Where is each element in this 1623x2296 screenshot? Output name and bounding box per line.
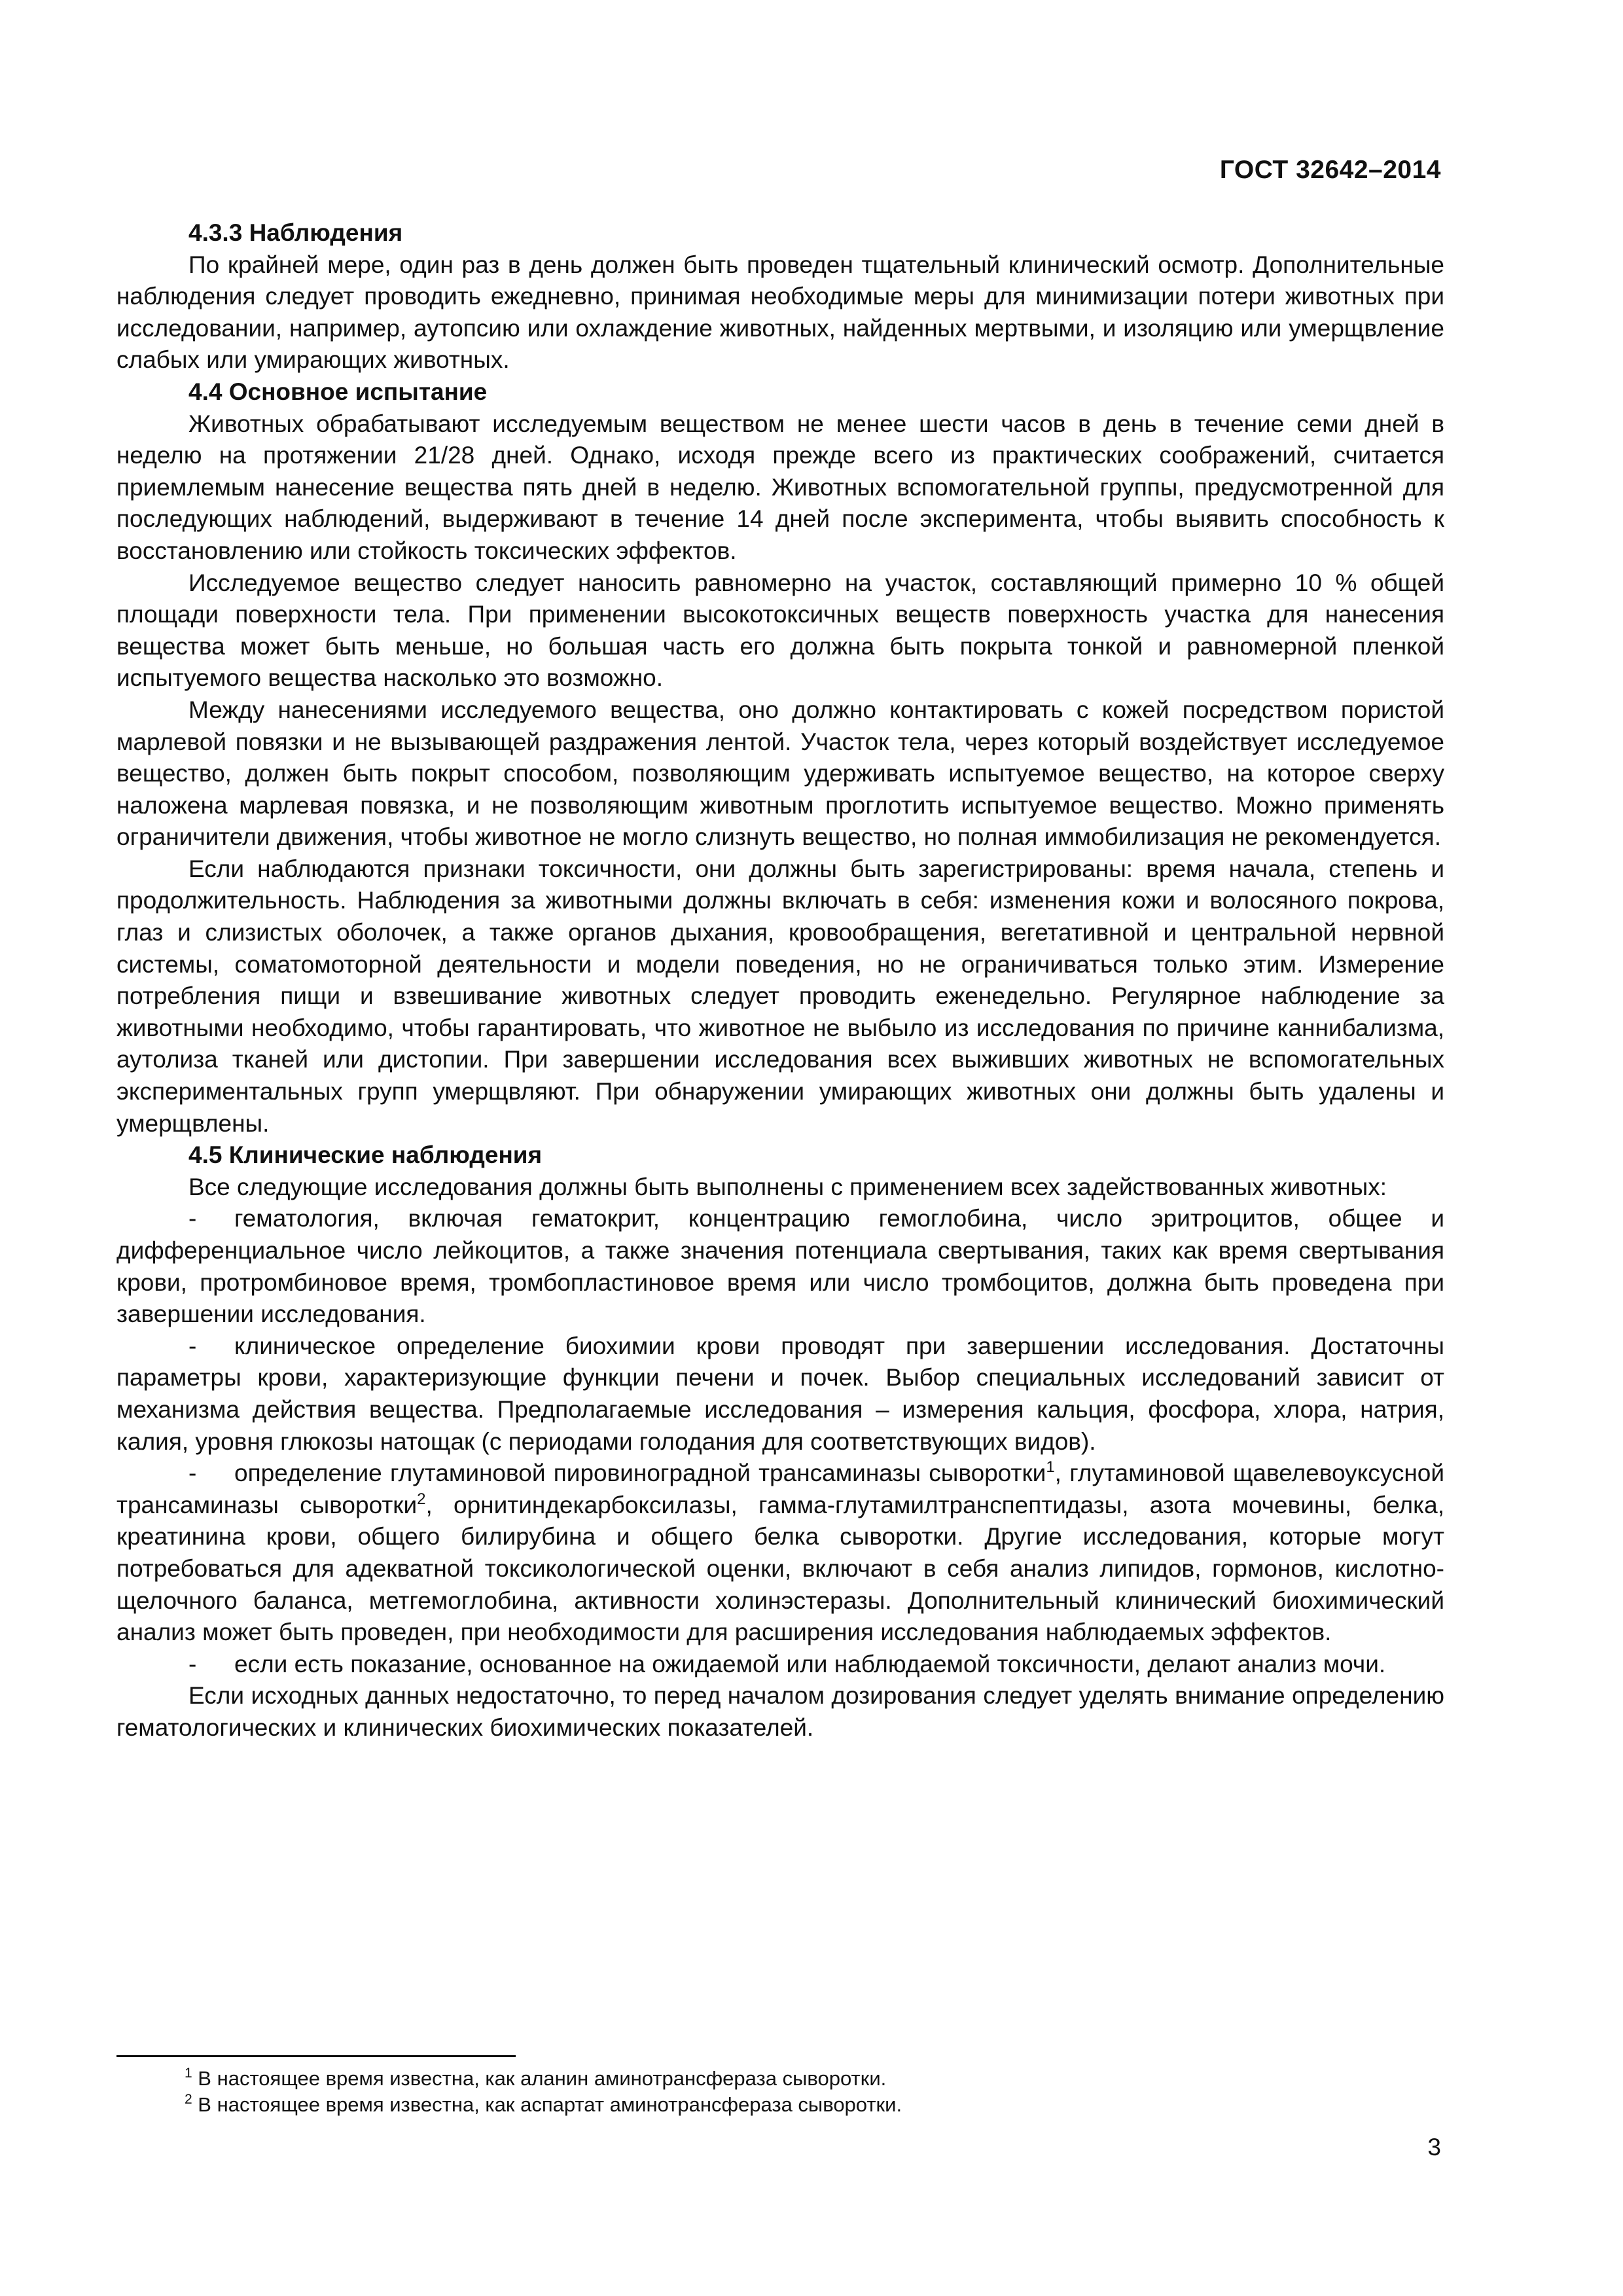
list-item — [116, 1649, 1444, 1681]
list-dash: - — [188, 1460, 197, 1487]
standard-code-header: ГОСТ 32642–2014 — [1219, 156, 1441, 184]
list-item-text: клиническое определение биохимии крови проводят при завершении исследования. Достаточны параметры крови, характеризующие функции печени и почек. Выбор специальных исследований зависит от механизма действия вещества. Предполагаемые исследования – измерения кальция, фосфора, хлора, натрия, калия, уровня глюкозы натощак (с периодами голодания для соответствующих видов). — [116, 1332, 1444, 1455]
footnote-marker: 2 — [185, 2092, 192, 2107]
list-item — [116, 1458, 1444, 1649]
list-item-text: гематология, включая гематокрит, концентрацию гемоглобина, число эритроцитов, общее и дифференциальное число лейкоцитов, а также значения потенциала свертывания, таких как время свертывания крови, протромбиновое время, тромбопластиновое время или число тромбоцитов, должна быть проведена при завершении исследования. — [116, 1205, 1444, 1328]
list-item-text: если есть показание, основанное на ожидаемой или наблюдаемой токсичности, делают анализ мочи. — [234, 1650, 1386, 1677]
list-item-text: , орнитиндекарбоксилазы, гамма-глутамилтранспептидазы, азота мочевины, белка, креатинина крови, общего билирубина и общего белка сыворотки. Другие исследования, которые могут потребоваться для адекватной токсикологической оценки, включают в себя анализ липидов, гормонов, кислотно-щелочного баланса, метгемоглобина, активности холинэстеразы. Дополнительный клинический биохимический анализ может быть проведен, при необходимости для расширения исследования наблюдаемых эффектов. — [116, 1491, 1444, 1646]
list-item — [116, 1203, 1444, 1330]
footnote-marker: 1 — [185, 2066, 192, 2081]
list-dash: - — [188, 1332, 197, 1359]
footnote — [185, 2066, 902, 2092]
footnote — [185, 2092, 902, 2118]
paragraph: Животных обрабатывают исследуемым веществом не менее шести часов в день в течение семи дней в неделю на протяжении 21/28 дней. Однако, исходя прежде всего из практических соображений, считается приемлемым нанесение вещества пять дней в неделю. Животных вспомогательной группы, предусмотренной для последующих наблюдений, выдерживают в течение 14 дней после эксперимента, чтобы выявить способность к восстановлению или стойкость токсических эффектов. — [116, 410, 1444, 564]
footnote-ref: 1 — [1046, 1458, 1055, 1477]
section-heading-4-4: 4.4 Основное испытание — [188, 378, 488, 405]
paragraph: Все следующие исследования должны быть выполнены с применением всех задействованных животных: — [188, 1173, 1387, 1200]
footnotes — [185, 2066, 902, 2118]
list-dash: - — [188, 1650, 197, 1677]
footnote-ref: 2 — [417, 1490, 426, 1508]
section-heading-4-5: 4.5 Клинические наблюдения — [188, 1141, 543, 1169]
paragraph: Если исходных данных недостаточно, то перед началом дозирования следует уделять внимание определению гематологических и клинических биохимических показателей. — [116, 1682, 1444, 1741]
section-heading-4-3-3: 4.3.3 Наблюдения — [188, 219, 403, 246]
paragraph: Если наблюдаются признаки токсичности, они должны быть зарегистрированы: время начала, степень и продолжительность. Наблюдения за животными должны включать в себя: изменения кожи и волосяного покрова, глаз и слизистых оболочек, а также органов дыхания, кровообращения, вегетативной и центральной нервной системы, соматомоторной деятельности и модели поведения, но не ограничиваться только этим. Измерение потребления пищи и взвешивание животных следует проводить еженедельно. Регулярное наблюдение за животными необходимо, чтобы гарантировать, что животное не выбыло из исследования по причине каннибализма, аутолиза тканей или дистопии. При завершении исследования всех выживших животных не вспомогательных экспериментальных групп умерщвляют. При обнаружении умирающих животных они должны быть удалены и умерщвлены. — [116, 855, 1444, 1137]
footnote-text: В настоящее время известна, как аланин аминотрансфераза сыворотки. — [192, 2067, 887, 2090]
footnote-text: В настоящее время известна, как аспартат аминотрансфераза сыворотки. — [192, 2093, 902, 2116]
document-body — [116, 217, 1444, 1744]
footnote-separator — [116, 2055, 516, 2057]
list-dash: - — [188, 1205, 197, 1232]
list-item-text: , глутаминовой щавелевоуксусной трансаминазы сыворотки — [116, 1460, 1444, 1518]
paragraph: Между нанесениями исследуемого вещества, оно должно контактировать с кожей посредством пористой марлевой повязки и не вызывающей раздражения лентой. Участок тела, через который воздействует исследуемое вещество, должен быть покрыт способом, позволяющим удерживать испытуемое вещество, на которое сверху наложена марлевая повязка, и не позволяющим животным проглотить испытуемое вещество. Можно применять ограничители движения, чтобы животное не могло слизнуть вещество, но полная иммобилизация не рекомендуется. — [116, 696, 1444, 851]
list-item-text: определение глутаминовой пировиноградной трансаминазы сыворотки — [234, 1460, 1046, 1487]
list-item — [116, 1331, 1444, 1458]
paragraph: По крайней мере, один раз в день должен быть проведен тщательный клинический осмотр. Дополнительные наблюдения следует проводить ежедневно, принимая необходимые меры для минимизации потери животных при исследовании, например, аутопсию или охлаждение животных, найденных мертвыми, и изоляцию или умерщвление слабых или умирающих животных. — [116, 251, 1444, 374]
paragraph: Исследуемое вещество следует наносить равномерно на участок, составляющий примерно 10 % общей площади поверхности тела. При применении высокотоксичных веществ поверхность участка для нанесения вещества может быть меньше, но большая часть его должна быть покрыта тонкой и равномерной пленкой испытуемого вещества насколько это возможно. — [116, 569, 1444, 692]
page-number: 3 — [1427, 2134, 1441, 2161]
